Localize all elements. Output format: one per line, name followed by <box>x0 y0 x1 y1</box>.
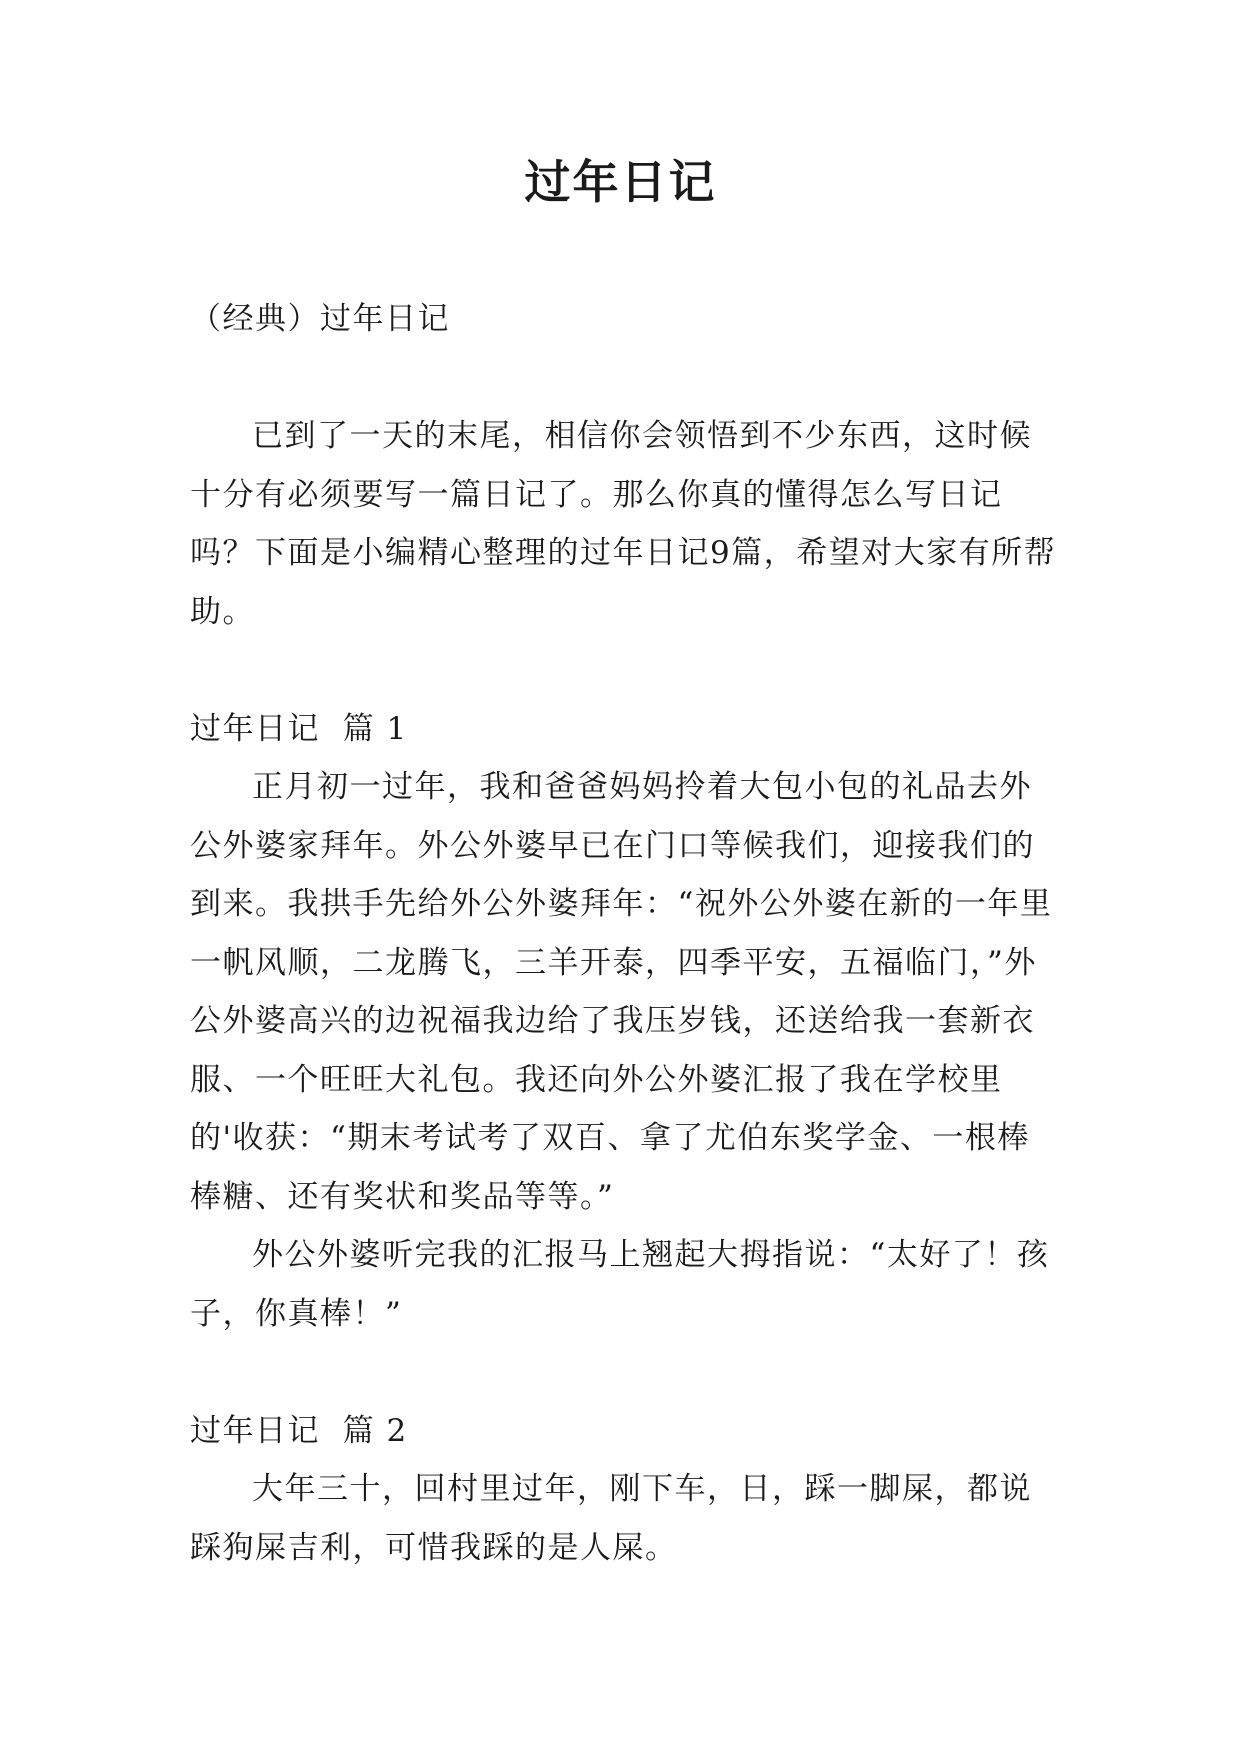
section-heading: 过年日记 篇 2 <box>190 1412 408 1449</box>
spacer <box>190 349 1060 408</box>
document-body <box>190 290 1060 1577</box>
spacer <box>190 641 1060 700</box>
section-heading: 过年日记 篇 1 <box>190 710 408 747</box>
document-title: 过年日记 <box>524 155 717 209</box>
document-subtitle: （经典）过年日记 <box>190 301 450 337</box>
section-paragraph: 外公外婆听完我的汇报马上翘起大拇指说：“太好了！孩子，你真棒！” <box>190 1237 1050 1332</box>
section-paragraph: 大年三十，回村里过年，刚下车，日，踩一脚屎，都说踩狗屎吉利，可惜我踩的是人屎。 <box>190 1471 1032 1566</box>
section-paragraph: 正月初一过年，我和爸爸妈妈拎着大包小包的礼品去外公外婆家拜年。外公外婆早已在门口等候我们，迎接我们的到来。我拱手先给外公外婆拜年：“祝外公外婆在新的一年里一帆风顺，二龙腾飞，三羊开泰，四季平安，五福临门，”外公外婆高兴的边祝福我边给了我压岁钱，还送给我一套新衣服、一个旺旺大礼包。我还向外公外婆汇报了我在学校里的'收获：“期末考试考了双百、拿了尤伯东奖学金、一根棒棒糖、还有奖状和奖品等等。” <box>190 769 1053 1215</box>
spacer <box>190 1343 1060 1402</box>
intro-paragraph: 已到了一天的末尾，相信你会领悟到不少东西，这时候十分有必须要写一篇日记了。那么你真的懂得怎么写日记吗？下面是小编精心整理的过年日记9篇，希望对大家有所帮助。 <box>190 418 1057 630</box>
